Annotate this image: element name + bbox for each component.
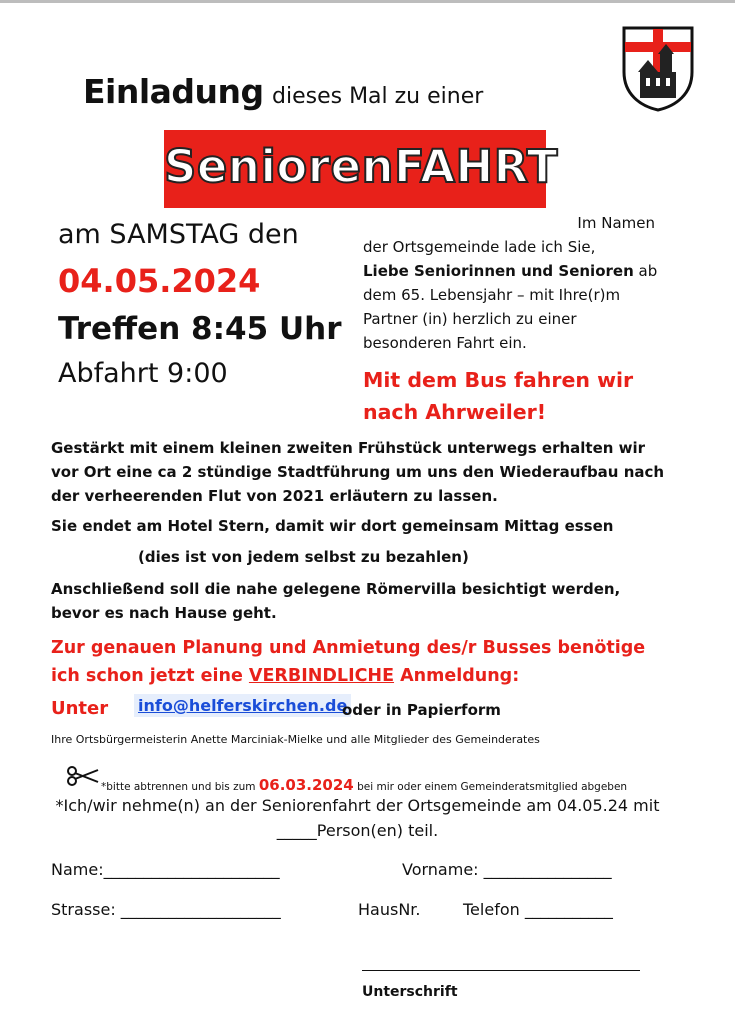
invitation-title: Einladung — [83, 72, 264, 111]
email-link[interactable]: info@helferskirchen.de — [134, 694, 351, 717]
intro-salutation: Liebe Seniorinnen und Senioren — [363, 262, 634, 280]
bus-line-2: nach Ahrweiler! — [363, 400, 547, 424]
intro-line-6: besonderen Fahrt ein. — [363, 334, 527, 352]
paragraph-lunch: Sie endet am Hotel Stern, damit wir dort gemeinsam Mittag essen — [51, 517, 614, 535]
signer-line: Ihre Ortsbürgermeisterin Anette Marciniak-Mielke und alle Mitglieder des Gemeinderates — [51, 733, 540, 746]
intro-line-2: der Ortsgemeinde lade ich Sie, — [363, 238, 596, 256]
intro-line-4: dem 65. Lebensjahr – mit Ihre(r)m — [363, 286, 621, 304]
strasse-field[interactable]: Strasse: ____________________ — [51, 900, 281, 919]
signature-label: Unterschrift — [362, 984, 458, 1000]
vorname-field[interactable]: Vorname: ________________ — [402, 860, 612, 879]
paragraph-payment-note: (dies ist von jedem selbst zu bezahlen) — [138, 548, 469, 566]
event-day: am SAMSTAG den — [58, 219, 299, 250]
intro-text — [363, 211, 663, 355]
paragraph-roemervilla: Anschließend soll die nahe gelegene Römervilla besichtigt werden, bevor es nach Hause geht. — [51, 580, 621, 622]
cut-instruction-end: bei mir oder einem Gemeinderatsmitglied abgeben — [357, 781, 628, 793]
page-top-border — [0, 0, 735, 3]
intro-line-5: Partner (in) herzlich zu einer — [363, 310, 577, 328]
event-date: 04.05.2024 — [58, 262, 261, 300]
cut-instruction-text: *bitte abtrennen und bis zum — [101, 781, 256, 793]
telefon-field[interactable]: Telefon ___________ — [463, 900, 613, 919]
registration-line-2[interactable]: _____Person(en) teil. — [276, 821, 439, 840]
intro-line-3-rest: ab — [633, 262, 658, 280]
invitation-subtitle: dieses Mal zu einer — [272, 84, 484, 109]
paper-form-note: oder in Papierform — [342, 701, 501, 719]
intro-line-3 — [363, 259, 663, 283]
intro-line-1: Im Namen — [577, 214, 655, 232]
paragraph-tour: Gestärkt mit einem kleinen zweiten Frühstück unterwegs erhalten wir vor Ort eine ca 2 stündige Stadtführung um uns den Wiederaufbau nach der verheerenden Flut von 2021 erläutern zu lassen. — [51, 439, 665, 505]
hausnr-field[interactable]: HausNr. — [358, 900, 421, 919]
cut-instruction — [101, 776, 627, 794]
name-field[interactable]: Name:______________________ — [51, 860, 280, 879]
coat-of-arms-icon — [620, 24, 696, 112]
bus-line-1: Mit dem Bus fahren wir — [363, 368, 634, 392]
signature-line[interactable] — [362, 970, 640, 971]
scissors-icon — [66, 766, 100, 786]
senioren-fahrt-banner — [164, 130, 558, 208]
meeting-time: Treffen 8:45 Uhr — [58, 311, 342, 347]
unter-label: Unter — [51, 698, 109, 719]
registration-request-end: Anmeldung: — [394, 666, 520, 686]
registration-request — [51, 634, 671, 690]
registration-request-text: Zur genauen Planung und Anmietung des/r Busses benötige ich schon jetzt eine — [51, 638, 646, 686]
bus-announcement — [363, 364, 663, 428]
deadline-date: 06.03.2024 — [258, 776, 354, 794]
departure-time: Abfahrt 9:00 — [58, 358, 228, 389]
binding-emphasis: VERBINDLICHE — [248, 666, 395, 686]
banner-title: SeniorenFAHRT — [164, 140, 558, 193]
registration-line-1: *Ich/wir nehme(n) an der Seniorenfahrt der Ortsgemeinde am 04.05.24 mit — [55, 796, 660, 815]
